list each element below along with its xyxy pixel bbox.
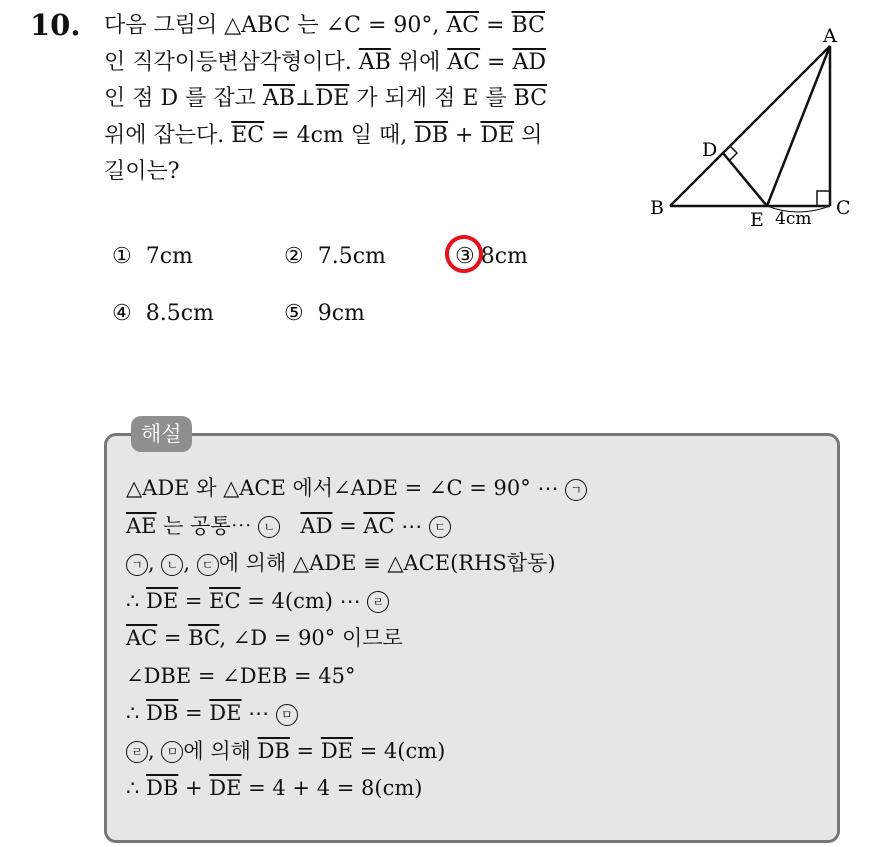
label-a: A: [823, 25, 837, 47]
answer-circle-mark: [441, 231, 488, 278]
solution-lines: [126, 470, 587, 808]
triangle-figure: [640, 14, 870, 234]
choice-3[interactable]: ③ 8cm: [455, 244, 528, 269]
segment-ae: [767, 46, 830, 206]
question-text: 다음 그림의 △ABC 는 ∠C = 90°, $\overline{AC} = \overline{BC}$ 인 직각이등변삼각형이다. $\overline{AB}$ 위에 $\overline{AC} = \overline{AD}$ 인 점 D 를 잡고 $\overline{AB}\perp\overline{DE}$ 가 되게 점 E 를 $\overline{BC}$ 위에 잡는다. $\overline{EC} = 4cm$ 일 때, $\overline{DB} + \overline{DE}$ 의 길이는?: [104, 13, 548, 184]
solution-line-9: ∴ $\overline{DB} + \overline{DE} = 4 + 4 = 8(cm)$: [126, 776, 423, 800]
choice-4[interactable]: ④ 8.5cm: [112, 301, 214, 326]
solution-line-7: ∴ $\overline{DB} = \overline{DE}$ ⋯ ㅁ: [126, 695, 587, 733]
choice-2[interactable]: ② 7.5cm: [284, 244, 386, 269]
solution-line-8: ㄹ , ㅁ 에 의해 $\overline{DB} = \overline{DE} = 4(cm)$: [126, 733, 587, 771]
choice-1[interactable]: ① 7cm: [112, 244, 193, 269]
segment-de: [723, 153, 767, 206]
solution-line-5: $\overline{AC} = \overline{BC}$, ∠D = 90° 이므로: [126, 626, 403, 650]
label-b: B: [650, 197, 664, 219]
solution-line-2: $\overline{AE}$ 는 공통⋯ ㄴ $\overline{AD} = \overline{AC}$ ⋯ ㄷ: [126, 508, 587, 546]
solution-line-3: ㄱ , ㄴ , ㄷ 에 의해 △ADE ≡ △ACE(RHS합동): [126, 545, 587, 583]
right-angle-c: [817, 191, 830, 206]
solution-line-6: ∠DBE = ∠DEB = 45°: [126, 663, 356, 688]
solution-line-1: △ADE 와 △ACE 에서∠ADE = ∠C = 90° ⋯ ㄱ: [126, 470, 587, 508]
label-e: E: [750, 209, 764, 231]
label-c: C: [836, 197, 851, 219]
label-d: D: [702, 139, 718, 161]
solution-tab: 해설: [131, 416, 192, 452]
right-angle-d: [730, 146, 737, 160]
choice-5[interactable]: ⑤ 9cm: [284, 301, 365, 326]
question-number: 10.: [30, 8, 81, 42]
segment-ab: [670, 46, 830, 206]
solution-line-4: ∴ $\overline{DE} = \overline{EC} = 4(cm)$ ⋯ ㄹ: [126, 583, 587, 621]
label-length: 4cm: [775, 209, 812, 229]
